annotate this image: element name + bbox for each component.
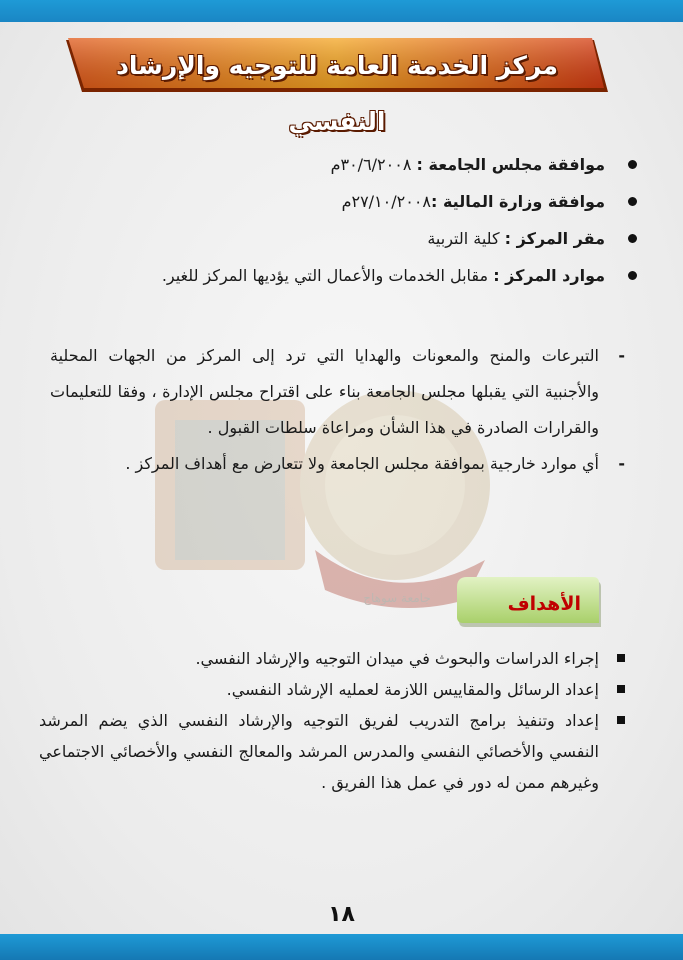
dash-bullet-icon: -	[618, 346, 625, 365]
goal-text: إعداد الرسائل والمقاييس اللازمة لعمليه الإرشاد النفسي.	[226, 680, 599, 699]
bullet-dot-icon	[628, 271, 637, 280]
page-number: ١٨	[328, 902, 355, 927]
info-item-council-approval	[41, 146, 641, 183]
dash-bullet-icon: -	[618, 454, 625, 473]
info-key: موافقة مجلس الجامعة :	[416, 155, 605, 174]
goal-item	[39, 674, 629, 705]
info-value: ٢٧/١٠/٢٠٠٨م	[341, 192, 431, 211]
info-item-resources	[41, 257, 641, 294]
square-bullet-icon	[617, 716, 625, 724]
resource-item	[50, 338, 625, 446]
goals-heading-tab	[453, 575, 601, 629]
square-bullet-icon	[617, 654, 625, 662]
resources-list	[50, 338, 625, 482]
resource-text: التبرعات والمنح والمعونات والهدايا التي ترد إلى المركز من الجهات المحلية والأجنبية التي يقبلها مجلس الجامعة بناء على اقتراح مجلس الإدارة ، وفقا للتعليمات والقرارات الصادرة في هذا الشأن ومراعاة سلطات القبول .	[50, 346, 599, 437]
watermark-text: جامعة سوهاج	[363, 591, 431, 605]
bullet-dot-icon	[628, 197, 637, 206]
bottom-blue-band	[0, 934, 683, 960]
goal-item	[39, 705, 629, 798]
goal-text: إجراء الدراسات والبحوث في ميدان التوجيه والإرشاد النفسي.	[195, 649, 599, 668]
info-key: مقر المركز :	[504, 229, 605, 248]
info-list	[41, 146, 641, 294]
goal-text: إعداد وتنفيذ برامج التدريب لفريق التوجيه والإرشاد النفسي الذي يضم المرشد النفسي والأخصائي النفسي والمدرس المرشد والمعالج النفسي والأخصائي الاجتماعي وغيرهم ممن له دور في عمل هذا الفريق .	[39, 711, 599, 792]
goals-list	[39, 643, 629, 798]
goals-heading: الأهداف	[507, 593, 581, 615]
bullet-dot-icon	[628, 234, 637, 243]
title-banner	[66, 38, 608, 136]
info-value: ٣٠/٦/٢٠٠٨م	[330, 155, 417, 174]
info-item-headquarters	[41, 220, 641, 257]
top-blue-band	[0, 0, 683, 22]
square-bullet-icon	[617, 685, 625, 693]
resource-item	[50, 446, 625, 482]
info-item-finance-approval	[41, 183, 641, 220]
info-key: موارد المركز :	[493, 266, 605, 285]
info-value: مقابل الخدمات والأعمال التي يؤديها المركز للغير.	[161, 266, 494, 285]
goal-item	[39, 643, 629, 674]
page-title: مركز الخدمة العامة للتوجيه والإرشاد النفسي	[116, 51, 558, 136]
info-value: كلية التربية	[427, 229, 505, 248]
bullet-dot-icon	[628, 160, 637, 169]
info-key: موافقة وزارة المالية :	[431, 192, 605, 211]
resource-text: أي موارد خارجية بموافقة مجلس الجامعة ولا تتعارض مع أهداف المركز .	[125, 454, 599, 473]
